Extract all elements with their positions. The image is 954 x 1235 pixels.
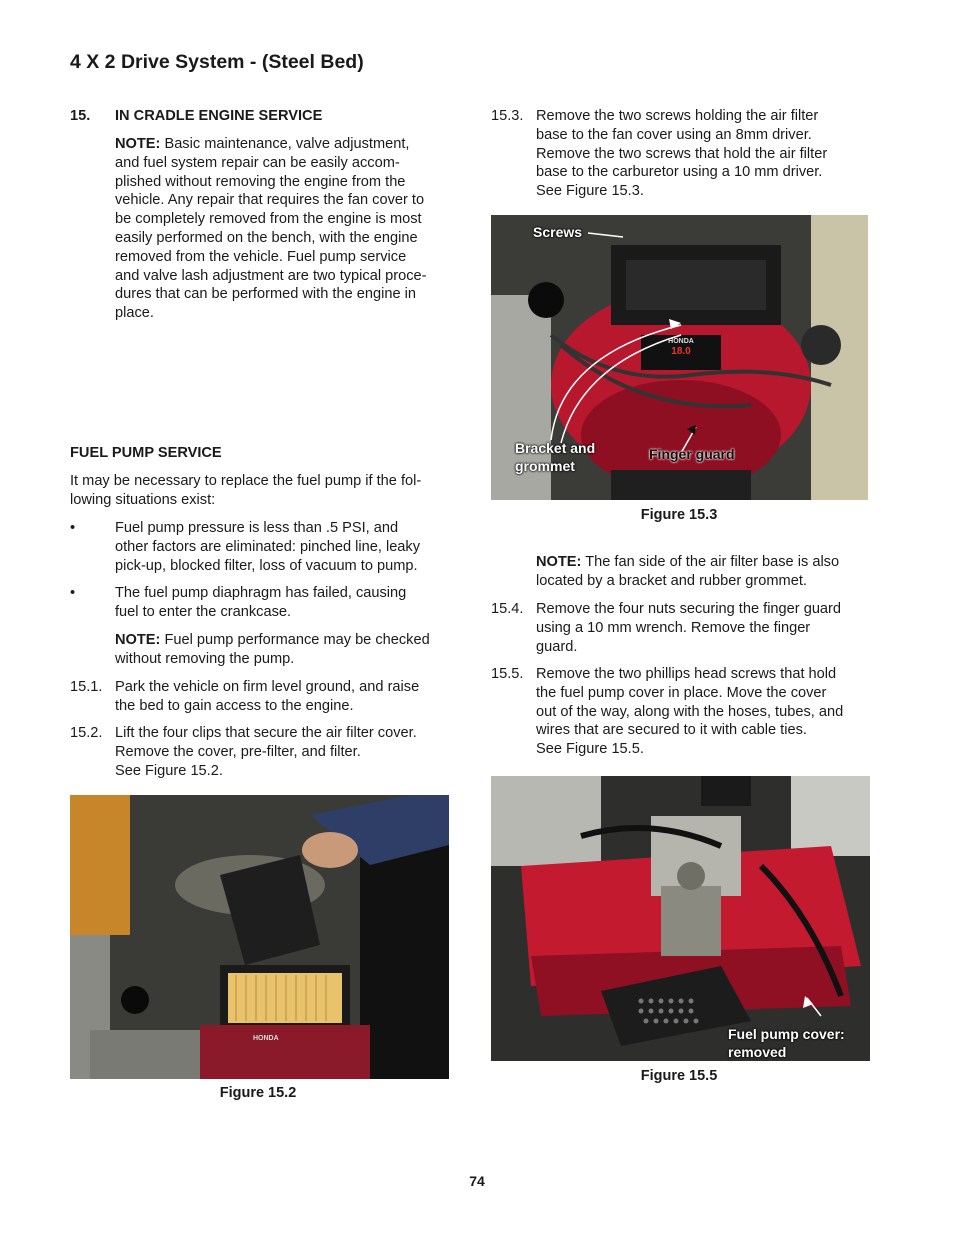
note-label: NOTE: [536,554,582,570]
step-15-3: 15.3. Remove the two screws holding the air filter base to the fan cover using an 8mm driver. Remove the two screws that hold the air filter base to the carburetor using a 10 mm driver. See Figure 15.3. [491,108,828,200]
step-number: 15.3. [491,108,524,124]
figure-15-5-photo [491,776,870,1061]
figure-15-2-caption: Figure 15.2 [219,1085,297,1101]
callout-screws: Screws [533,224,583,240]
page-number: 74 [469,1173,485,1189]
note-line: and valve lash adjustment are two typical proce- [115,267,427,284]
note-label: NOTE: [115,632,161,648]
step-15-5: 15.5. Remove the two phillips head screws that hold the fuel pump cover in place. Move the cover out of the way, along with the hoses, tubes, and wires that are secured to it with cable ties. See Figure 15.5. [491,666,844,758]
bullet-item: • The fuel pump diaphragm has failed, causing fuel to enter the crankcase. [70,585,407,620]
figure-15-2-photo [70,795,449,1079]
page-title: 4 X 2 Drive System - (Steel Bed) [70,51,364,73]
note-line: plished without removing the engine from the [115,173,406,190]
step-number: 15.2. [70,725,103,741]
note-label: NOTE: [115,136,161,152]
step-number: 15.4. [491,601,524,617]
step-15-2: 15.2. Lift the four clips that secure the air filter cover. Remove the cover, pre-filter, and filter. See Figure 15.2. [70,725,417,779]
note-line: easily performed on the bench, with the engine [115,229,418,246]
note-line: place. [115,305,154,322]
fuel-pump-illustration [491,776,870,1061]
note-fan-side: NOTE: The fan side of the air filter base is also located by a bracket and rubber grommet. [536,554,840,589]
honda-badge: HONDA 18.0 [668,338,694,357]
note-line: be completely removed from the engine is most [115,211,422,228]
note-engine-service [115,135,455,323]
bullet-marker: • [70,585,76,601]
figure-15-5-caption: Figure 15.5 [640,1068,718,1084]
bullet-marker: • [70,520,76,536]
honda-label: HONDA [253,1035,279,1042]
step-number: 15.5. [491,666,524,682]
note-line: and fuel system repair can be easily accom- [115,154,400,171]
callout-finger-guard: Finger guard [649,446,735,462]
callout-fuel-pump-cover: Fuel pump cover: removed [728,1026,845,1060]
section-title: IN CRADLE ENGINE SERVICE [115,108,323,124]
step-15-1: 15.1. Park the vehicle on firm level ground, and raise the bed to gain access to the engine. [70,679,420,714]
note-line: vehicle. Any repair that requires the fan cover to [115,192,425,209]
note-line: dures that can be performed with the engine in [115,286,416,303]
step-15-4: 15.4. Remove the four nuts securing the finger guard using a 10 mm wrench. Remove the finger guard. [491,601,842,655]
fuel-pump-heading: FUEL PUMP SERVICE [70,445,222,461]
note-fuel-pump: NOTE: Fuel pump performance may be checked without removing the pump. [115,632,430,667]
figure-15-3-caption: Figure 15.3 [640,507,718,523]
figure-15-3-photo [491,215,868,500]
callout-bracket-grommet: Bracket and grommet [515,440,596,474]
bullet-item: • Fuel pump pressure is less than .5 PSI, and other factors are eliminated: pinched line, leaky pick-up, blocked filter, loss of vacuum to pump. [70,520,421,574]
intro-paragraph: It may be necessary to replace the fuel pump if the fol- lowing situations exist: [70,473,422,508]
section-number: 15. [70,108,91,124]
note-line: removed from the vehicle. Fuel pump service [115,248,407,265]
note-line: NOTE: Basic maintenance, valve adjustment, [115,136,410,152]
step-number: 15.1. [70,679,103,695]
